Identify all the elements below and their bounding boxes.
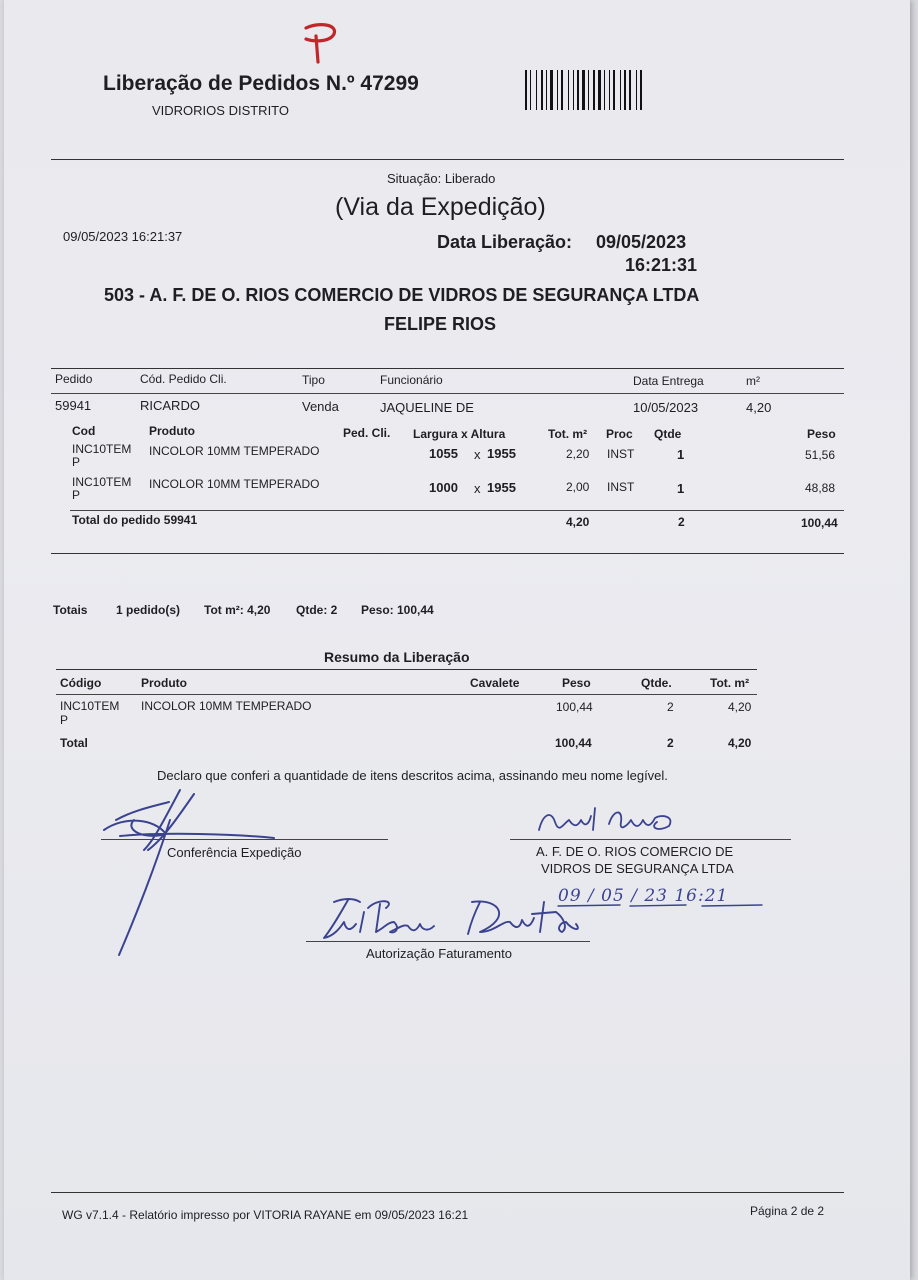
item-row-1-tot-m2: 2,20 — [566, 447, 590, 461]
conferencia-line — [101, 839, 388, 840]
printed-timestamp: 09/05/2023 16:21:37 — [63, 229, 183, 244]
summary-header-codigo: Código — [60, 676, 102, 690]
handwritten-date: 09 / 05 / 23 16:21 — [558, 886, 729, 906]
handwritten-p-mark — [294, 22, 344, 66]
col-header-data-entrega: Data Entrega — [633, 374, 704, 388]
order-table-bottom-rule — [51, 553, 844, 554]
liberation-time: 16:21:31 — [625, 255, 698, 275]
order-table-top-rule — [51, 368, 844, 369]
status-text: Situação: Liberado — [387, 171, 496, 186]
summary-header-rule — [56, 694, 757, 695]
company-name: VIDRORIOS DISTRITO — [152, 103, 289, 118]
conferencia-label: Conferência Expedição — [167, 845, 302, 860]
item-row-2-peso: 48,88 — [805, 481, 836, 495]
col-header-m2: m² — [746, 374, 760, 388]
item-header-cod: Cod — [72, 424, 96, 438]
order-pedido: 59941 — [55, 398, 92, 413]
footer-page-number: Página 2 de 2 — [750, 1204, 825, 1218]
summary-header-peso: Peso — [562, 676, 591, 690]
item-row-2-qtde: 1 — [677, 481, 685, 496]
col-header-pedido: Pedido — [55, 372, 93, 386]
autorizacao-signature — [304, 888, 604, 948]
client-name: 503 - A. F. DE O. RIOS COMERCIO DE VIDROS DE SEGURANÇA LTDA — [104, 285, 700, 305]
summary-row-peso: 100,44 — [556, 700, 593, 714]
item-row-1-proc: INST — [607, 447, 635, 461]
footer-report-text: WG v7.1.4 - Relatório impresso por VITORIA RAYANE em 09/05/2023 16:21 — [62, 1208, 469, 1222]
summary-total-peso: 100,44 — [555, 736, 592, 750]
order-total-peso: 100,44 — [801, 516, 838, 530]
document-title: Liberação de Pedidos N.º 47299 — [103, 72, 419, 95]
col-header-tipo: Tipo — [302, 373, 325, 387]
item-header-qtde: Qtde — [654, 427, 682, 441]
order-cod-cli: RICARDO — [140, 398, 200, 413]
order-total-tot-m2: 4,20 — [566, 515, 590, 529]
summary-header-produto: Produto — [141, 676, 187, 690]
summary-header-qtde: Qtde. — [641, 676, 672, 690]
item-row-2-x: x — [474, 481, 481, 496]
liberation-label: Data Liberação: — [437, 232, 573, 252]
order-funcionario: JAQUELINE DE — [380, 400, 474, 415]
conferencia-signature — [84, 780, 294, 970]
autorizacao-line — [306, 941, 590, 942]
summary-total-qtde: 2 — [667, 736, 674, 750]
item-row-1-qtde: 1 — [677, 447, 685, 462]
item-row-1-largura: 1055 — [429, 446, 458, 461]
item-row-2-cod: INC10TEM P — [72, 475, 132, 502]
item-row-2-proc: INST — [607, 480, 635, 494]
item-header-tot-m2: Tot. m² — [548, 427, 588, 441]
client-signature-line — [510, 839, 791, 840]
col-header-cod-cli: Cód. Pedido Cli. — [140, 372, 227, 386]
summary-header-tot-m2: Tot. m² — [710, 676, 750, 690]
item-header-ped-cli: Ped. Cli. — [343, 426, 391, 440]
client-signature-line-1: A. F. DE O. RIOS COMERCIO DE — [536, 844, 734, 859]
summary-total-label: Total — [60, 736, 88, 750]
document-page — [4, 0, 910, 1280]
item-row-1-altura: 1955 — [487, 446, 516, 461]
item-header-produto: Produto — [149, 424, 195, 438]
totals-peso: Peso: 100,44 — [361, 603, 434, 617]
totals-label: Totais — [53, 603, 88, 617]
order-m2: 4,20 — [746, 400, 772, 415]
totals-pedidos: 1 pedido(s) — [116, 603, 181, 617]
client-signature — [529, 800, 699, 850]
item-row-2-tot-m2: 2,00 — [566, 480, 590, 494]
item-row-2-produto: INCOLOR 10MM TEMPERADO — [149, 477, 320, 491]
item-header-peso: Peso — [807, 427, 836, 441]
liberation-date: 09/05/2023 — [596, 232, 687, 252]
summary-title: Resumo da Liberação — [324, 649, 470, 665]
item-row-2-largura: 1000 — [429, 480, 458, 495]
client-signature-line-2: VIDROS DE SEGURANÇA LTDA — [541, 861, 734, 876]
order-total-qtde: 2 — [678, 515, 685, 529]
copy-label: (Via da Expedição) — [335, 193, 546, 221]
order-header-rule — [51, 393, 844, 394]
autorizacao-label: Autorização Faturamento — [366, 946, 512, 961]
summary-row-codigo: INC10TEM P — [60, 699, 120, 727]
order-data-entrega: 10/05/2023 — [633, 400, 699, 415]
declaration-text: Declaro que conferi a quantidade de itens descritos acima, assinando meu nome legível. — [157, 768, 668, 783]
summary-row-produto: INCOLOR 10MM TEMPERADO — [141, 699, 312, 713]
summary-total-tot-m2: 4,20 — [728, 736, 752, 750]
totals-qtde: Qtde: 2 — [296, 603, 338, 617]
item-row-1-x: x — [474, 447, 481, 462]
item-row-1-peso: 51,56 — [805, 448, 836, 462]
summary-row-qtde: 2 — [667, 700, 674, 714]
item-row-1-produto: INCOLOR 10MM TEMPERADO — [149, 444, 320, 458]
header-divider — [51, 159, 844, 160]
col-header-funcionario: Funcionário — [380, 373, 443, 387]
order-tipo: Venda — [302, 399, 339, 414]
barcode — [523, 70, 665, 112]
footer-rule — [51, 1192, 844, 1193]
item-row-1-cod: INC10TEM P — [72, 442, 132, 469]
order-total-label: Total do pedido 59941 — [72, 513, 198, 527]
summary-header-cavalete: Cavalete — [470, 676, 520, 690]
summary-top-rule — [56, 669, 757, 670]
client-contact: FELIPE RIOS — [384, 314, 497, 334]
summary-row-tot-m2: 4,20 — [728, 700, 752, 714]
item-row-2-altura: 1955 — [487, 480, 516, 495]
item-header-dimensions: Largura x Altura — [413, 427, 506, 441]
item-header-proc: Proc — [606, 427, 633, 441]
order-total-rule — [70, 510, 844, 511]
totals-tot-m2: Tot m²: 4,20 — [204, 603, 271, 617]
